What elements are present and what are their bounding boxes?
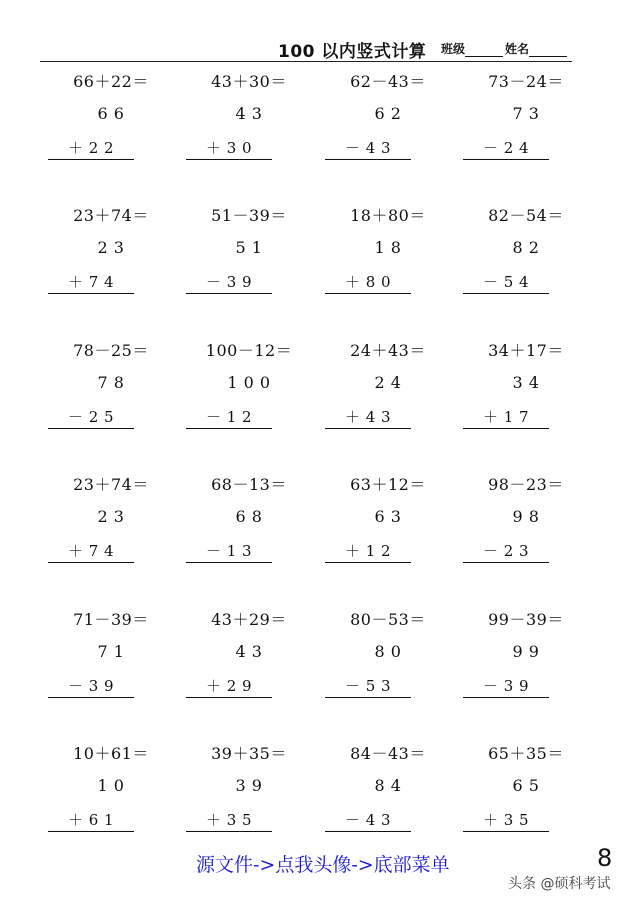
problem-bottom-operand: ＋ 2 2	[48, 137, 134, 160]
name-blank	[529, 44, 567, 57]
problem-top-operand: 1 0 0	[227, 373, 271, 392]
problem-13	[42, 467, 180, 567]
problem-8	[457, 198, 595, 298]
problem-top-operand: 2 3	[97, 238, 125, 257]
problem-top-operand: 2 4	[374, 373, 402, 392]
problem-equation: 43＋29＝	[211, 610, 287, 629]
problem-bottom-operand: － 4 3	[325, 809, 411, 832]
problem-bottom-operand: ＋ 3 0	[186, 137, 272, 160]
problem-17	[42, 602, 180, 702]
problem-equation: 18＋80＝	[350, 206, 426, 225]
problem-bottom-operand: ＋ 8 0	[325, 271, 411, 294]
problem-bottom-operand: ＋ 6 1	[48, 809, 134, 832]
problem-bottom-operand: ＋ 7 4	[48, 271, 134, 294]
worksheet-header	[0, 0, 640, 64]
problem-bottom-operand: ＋ 3 5	[463, 809, 549, 832]
problem-top-operand: 4 3	[235, 104, 263, 123]
problem-7	[319, 198, 457, 298]
worksheet-title: 100 以内竖式计算	[278, 42, 427, 62]
class-label: 班级	[441, 42, 466, 56]
problem-equation: 66＋22＝	[73, 72, 149, 91]
problem-top-operand: 7 3	[512, 104, 540, 123]
problem-equation: 43＋30＝	[211, 72, 287, 91]
problem-24	[457, 736, 595, 836]
problem-bottom-operand: ＋ 4 3	[325, 406, 411, 429]
class-blank	[465, 44, 503, 57]
problem-equation: 82－54＝	[488, 206, 564, 225]
problem-bottom-operand: － 3 9	[48, 675, 134, 698]
problem-bottom-operand: ＋ 2 9	[186, 675, 272, 698]
problem-equation: 62－43＝	[350, 72, 426, 91]
problem-top-operand: 8 4	[374, 776, 402, 795]
problem-21	[42, 736, 180, 836]
problem-12	[457, 333, 595, 433]
problem-top-operand: 3 4	[512, 373, 540, 392]
problem-bottom-operand: － 3 9	[186, 271, 272, 294]
problem-bottom-operand: － 5 4	[463, 271, 549, 294]
problem-bottom-operand: － 1 2	[186, 406, 272, 429]
problem-top-operand: 2 3	[97, 507, 125, 526]
problem-top-operand: 7 1	[97, 642, 125, 661]
problem-bottom-operand: ＋ 1 7	[463, 406, 549, 429]
problem-bottom-operand: － 5 3	[325, 675, 411, 698]
problem-equation: 23＋74＝	[73, 206, 149, 225]
problem-top-operand: 6 8	[235, 507, 263, 526]
problem-top-operand: 6 5	[512, 776, 540, 795]
problem-6	[180, 198, 318, 298]
problem-top-operand: 1 8	[374, 238, 402, 257]
problem-top-operand: 5 1	[235, 238, 263, 257]
problem-bottom-operand: － 3 9	[463, 675, 549, 698]
problem-equation: 65＋35＝	[488, 744, 564, 763]
problem-11	[319, 333, 457, 433]
problem-equation: 68－13＝	[211, 475, 287, 494]
problem-22	[180, 736, 318, 836]
problem-5	[42, 198, 180, 298]
problem-10	[180, 333, 318, 433]
problem-9	[42, 333, 180, 433]
problem-18	[180, 602, 318, 702]
problem-bottom-operand: ＋ 1 2	[325, 540, 411, 563]
problem-top-operand: 9 9	[512, 642, 540, 661]
problem-top-operand: 4 3	[235, 642, 263, 661]
problem-2	[180, 64, 318, 164]
problem-equation: 34＋17＝	[488, 341, 564, 360]
problem-equation: 24＋43＝	[350, 341, 426, 360]
page-number: 8	[597, 844, 613, 872]
problem-bottom-operand: ＋ 3 5	[186, 809, 272, 832]
problem-bottom-operand: － 2 3	[463, 540, 549, 563]
problem-equation: 98－23＝	[488, 475, 564, 494]
problem-top-operand: 6 3	[374, 507, 402, 526]
problem-top-operand: 8 2	[512, 238, 540, 257]
name-field	[505, 40, 567, 57]
problem-bottom-operand: ＋ 7 4	[48, 540, 134, 563]
name-label: 姓名	[505, 42, 530, 56]
problem-equation: 80－53＝	[350, 610, 426, 629]
problem-equation: 73－24＝	[488, 72, 564, 91]
problem-3	[319, 64, 457, 164]
problem-top-operand: 1 0	[97, 776, 125, 795]
problem-20	[457, 602, 595, 702]
problem-top-operand: 7 8	[97, 373, 125, 392]
problem-top-operand: 6 6	[97, 104, 125, 123]
problem-15	[319, 467, 457, 567]
header-rule	[40, 61, 572, 62]
source-file-link[interactable]: 源文件->点我头像->底部菜单	[196, 854, 450, 876]
problem-14	[180, 467, 318, 567]
problem-equation: 84－43＝	[350, 744, 426, 763]
problem-bottom-operand: － 1 3	[186, 540, 272, 563]
problem-4	[457, 64, 595, 164]
problem-top-operand: 6 2	[374, 104, 402, 123]
problem-bottom-operand: － 4 3	[325, 137, 411, 160]
problem-top-operand: 3 9	[235, 776, 263, 795]
problem-equation: 23＋74＝	[73, 475, 149, 494]
watermark-text: 头条 @硕科考试	[508, 876, 611, 892]
problem-equation: 39＋35＝	[211, 744, 287, 763]
problem-equation: 78－25＝	[73, 341, 149, 360]
problem-equation: 100－12＝	[205, 341, 293, 360]
problem-equation: 10＋61＝	[73, 744, 149, 763]
class-field	[441, 40, 503, 57]
problem-equation: 51－39＝	[211, 206, 287, 225]
problem-equation: 99－39＝	[488, 610, 564, 629]
problem-1	[42, 64, 180, 164]
problem-equation: 63＋12＝	[350, 475, 426, 494]
problem-16	[457, 467, 595, 567]
problem-equation: 71－39＝	[73, 610, 149, 629]
problem-bottom-operand: － 2 4	[463, 137, 549, 160]
problem-19	[319, 602, 457, 702]
problem-top-operand: 8 0	[374, 642, 402, 661]
problem-top-operand: 9 8	[512, 507, 540, 526]
problem-23	[319, 736, 457, 836]
problem-bottom-operand: － 2 5	[48, 406, 134, 429]
